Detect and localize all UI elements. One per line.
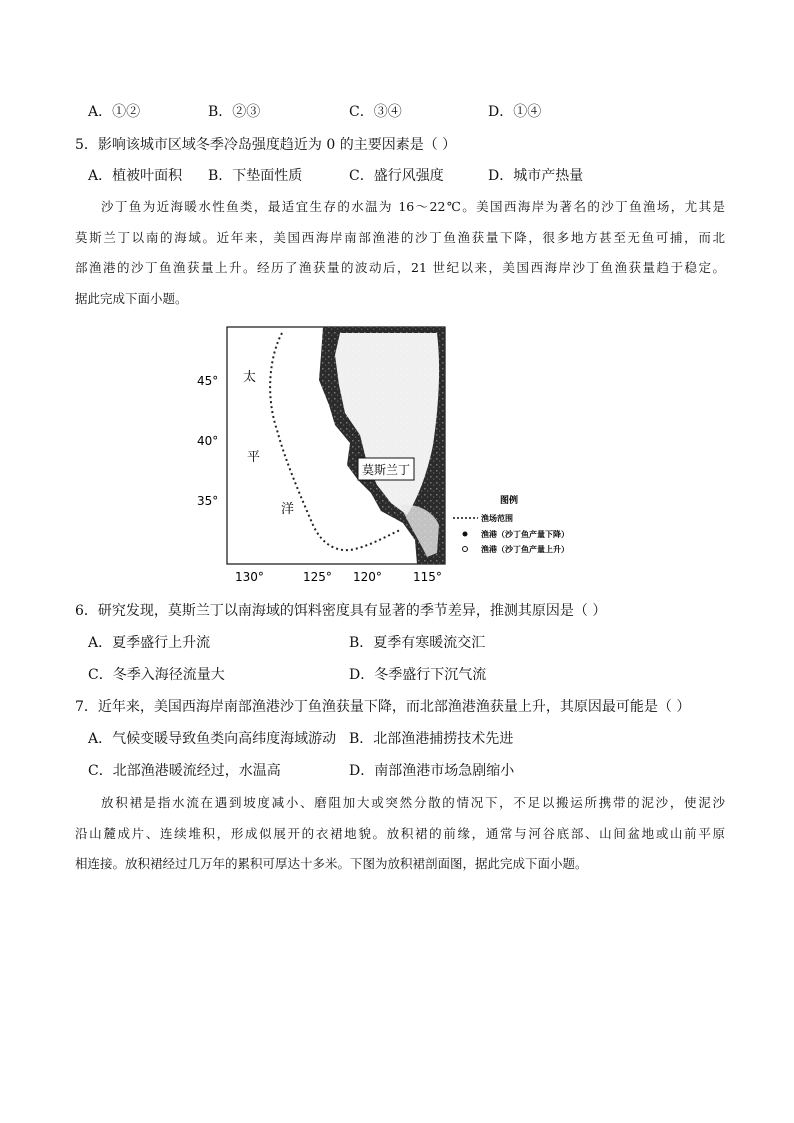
lon-label: 120°	[353, 570, 382, 584]
passage-sardine-line: 沙丁鱼为近海暖水性鱼类，最适宜生存的水温为 16～22℃。美国西海岸为著名的沙丁鱼渔场，尤其是	[101, 199, 725, 214]
q5-option-a: A．植被叶面积	[88, 168, 183, 184]
q6-option-a: A．夏季盛行上升流	[88, 635, 211, 651]
map-legend	[453, 494, 569, 554]
q5-option-b: B．下垫面性质	[208, 168, 303, 184]
lat-label: 35°	[197, 494, 219, 508]
passage-alluvial-line: 相连接。放积裙经过几万年的累积可厚达十多米。下图为放积裙剖面图，据此完成下面小题。	[75, 856, 588, 871]
q6-stem: 6．研究发现，莫斯兰丁以南海域的饵料密度具有显著的季节差异，推测其原因是（ ）	[75, 603, 607, 619]
passage-sardine-line: 据此完成下面小题。	[75, 290, 188, 306]
map-figure	[195, 325, 635, 585]
q7-option-a: A．气候变暖导致鱼类向高纬度海域游动	[88, 731, 337, 747]
q6-option-b: B．夏季有寒暖流交汇	[349, 635, 486, 651]
q4-option-d: D．①④	[488, 104, 542, 120]
legend-title: 图例	[500, 496, 519, 506]
ocean-char: 平	[247, 450, 261, 465]
q5-option-d: D．城市产热量	[488, 168, 584, 184]
passage-alluvial-line: 沿山麓成片、连续堆积，形成似展开的衣裙地貌。放积裙的前缘，通常与河谷底部、山间盆地或山前平原	[75, 825, 725, 841]
q7-option-d: D．南部渔港市场急剧缩小	[349, 763, 515, 779]
us-west-coast-map	[195, 325, 635, 585]
passage-sardine-line: 莫斯兰丁以南的海域。近年来，美国西海岸南部渔港的沙丁鱼渔获量下降，很多地方甚至无鱼可捕，而北	[75, 229, 725, 245]
lon-label: 130°	[235, 570, 264, 584]
q6-option-d: D．冬季盛行下沉气流	[349, 667, 487, 683]
q5-option-c: C．盛行风强度	[349, 168, 444, 184]
lat-label: 40°	[197, 434, 219, 448]
passage-alluvial-apron	[75, 788, 725, 880]
legend-item: 渔场范围	[481, 514, 513, 523]
q5-stem: 5．影响该城市区域冬季冷岛强度趋近为 0 的主要因素是（ ）	[75, 137, 457, 153]
legend-port-decline-swatch	[463, 532, 468, 537]
q4-option-b: B．②③	[208, 104, 261, 120]
q4-option-a: A．①②	[88, 104, 141, 120]
lon-label: 125°	[303, 570, 332, 584]
place-label: 莫斯兰丁	[361, 463, 411, 477]
passage-alluvial-line: 放积裙是指水流在遇到坡度减小、磨阻加大或突然分散的情况下，不足以搬运所携带的泥沙，使泥沙	[101, 795, 725, 810]
lon-label: 115°	[413, 570, 442, 584]
q7-option-b: B．北部渔港捕捞技术先进	[349, 731, 514, 747]
passage-sardine	[75, 192, 725, 314]
q4-option-c: C．③④	[349, 104, 402, 120]
ocean-char: 太	[243, 370, 257, 385]
legend-item: 渔港（沙丁鱼产量下降）	[481, 530, 569, 539]
lat-label: 45°	[197, 374, 219, 388]
q7-stem: 7．近年来，美国西海岸南部渔港沙丁鱼渔获量下降，而北部渔港渔获量上升，其原因最可能是（ ）	[75, 699, 691, 715]
q6-option-c: C．冬季入海径流量大	[88, 667, 225, 683]
passage-sardine-line: 部渔港的沙丁鱼渔获量上升。经历了渔获量的波动后，21 世纪以来，美国西海岸沙丁鱼渔获量趋于稳定。	[75, 260, 725, 275]
ocean-char: 洋	[281, 502, 295, 517]
q7-option-c: C．北部渔港暖流经过，水温高	[88, 763, 281, 779]
legend-port-increase-swatch	[463, 547, 468, 552]
legend-item: 渔港（沙丁鱼产量上升）	[481, 545, 569, 554]
